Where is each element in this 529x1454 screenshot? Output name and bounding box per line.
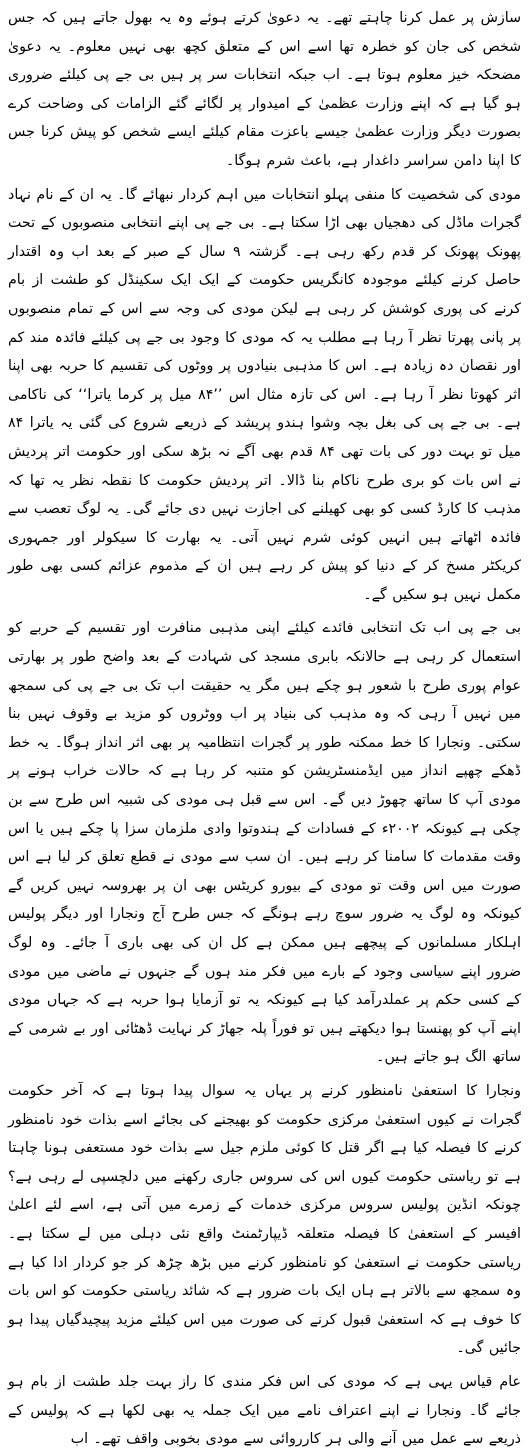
article-paragraph-2: مودی کی شخصیت کا منفی پہلو انتخابات میں اہم کردار نبھائے گا۔ یہ ان کے نام نہاد گجرات ماڈل کی دھجیاں بھی اڑا سکتا ہے۔ بی جے پی اپنے انتخابی منصوبوں کے تحت پھونک پھونک کر قدم رکھ رہی ہے۔ گزشتہ ۹ سال کے صبر کے بعد اب وہ اقتدار حاصل کرنے کیلئے موجودہ کانگریس حکومت کے ایک ایک سکینڈل کو طشت از بام کرنے کی پوری کوشش کر رہی ہے لیکن مودی کی وجہ سے اس کے تمام منصوبوں پر پانی پھرتا نظر آ رہا ہے مطلب یہ کہ مودی کا وجود بی جے پی کیلئے فائدہ مند کم اور نقصان دہ زیادہ ہے۔ اس کا مذہبی بنیادوں پر ووٹوں کی تقسیم کا حربہ بھی اپنا اثر کھوتا نظر آ رہا ہے۔ اس کی تازہ مثال اس ’’۸۴ میل پر کرما یاترا‘‘ کی ناکامی ہے۔ بی جے پی کی بغل بچہ وشوا ہندو پریشد کے ذریعے شروع کی گئی یہ یاترا ۸۴ میل تو بہت دور کی بات تھی ۸۴ قدم بھی آگے نہ بڑھ سکی اور حکومت اتر پردیش نے اس بات کو بری طرح ناکام بنا ڈالا۔ اتر پردیش حکومت کا نقطہ نظر یہ تھا کہ مذہب کا کارڈ کسی کو بھی کھیلنے کی اجازت نہیں دی جائے گی۔ یہ لوگ تعصب سے فائدہ اٹھاتے ہیں انہیں کوئی شرم نہیں آتی۔ یہ بھارت کا سیکولر اور جمہوری کریکٹر مسخ کر کے دنیا کو پیش کر رہے ہیں ان کے مذموم عزائم کسی بھی طور مکمل نہیں ہو سکیں گے۔ <box>8 186 522 603</box>
article-paragraph-4: ونجارا کا استعفیٰ نامنظور کرنے پر یہاں یہ سوال پیدا ہوتا ہے کہ آخر حکومت گجرات نے کیوں استعفیٰ مرکزی حکومت کو بھیجنے کی بجائے اسے بذات خود نامنظور کرنے کا فیصلہ کیا ہے اگر قتل کا کوئی ملزم جیل سے بذات خود مستعفی ہونا چاہتا ہے تو ریاستی حکومت کیوں اس کی سروس جاری رکھنے میں دلچسپی لے رہی ہے؟ چونکہ انڈین پولیس سروس مرکزی خدمات کے زمرے میں آتی ہے، اسے لئے اعلیٰ افیسر کے استعفیٰ کا فیصلہ متعلقہ ڈیپارٹمنٹ واقع نئی دہلی میں لے سکتا ہے۔ ریاستی حکومت نے استعفیٰ کو نامنظور کرنے میں بڑھ چڑھ کر جو کردار ادا کیا ہے وہ سمجھ سے بالاتر ہے ہاں ایک بات ضرور ہے کہ شائد ریاستی حکومت کو اس بات کا خوف ہے کہ استعفیٰ قبول کرنے کی صورت میں اس کیلئے مزید پیچیدگیاں پیدا ہو جائیں گی۔ <box>8 1082 521 1357</box>
article-paragraph-5: عام قیاس یہی ہے کہ مودی کی اس فکر مندی کا راز بہت جلد طشت از بام ہو جائے گا۔ ونجارا نے اپنے اعتراف نامے میں ایک جملہ یہ بھی لکھا ہے کہ پولیس کے ذریعے سے عمل میں آنے والی ہر کارروائی سے مودی بخوبی واقف تھے۔ اب <box>8 1373 521 1448</box>
article-paragraph-3: بی جے پی اب تک انتخابی فائدے کیلئے اپنی مذہبی منافرت اور تقسیم کے حربے کو استعمال کر رہی ہے حالانکہ بابری مسجد کی شہادت کے بعد واضح طور پر بھارتی عوام پوری طرح با شعور ہو چکے ہیں مگر یہ حقیقت اب تک بی جے پی کی سمجھ میں نہیں آ رہی کہ وہ مذہب کی بنیاد پر اب ووٹروں کو مزید بے وقوف نہیں بنا سکتی۔ ونجارا کا خط ممکنہ طور پر گجرات انتظامیہ پر بھی اثر انداز ہوگا۔ یہ خط ڈھکے چھپے انداز میں ایڈمنسٹریشن کو متنبہ کر رہا ہے کہ حالات خراب ہونے پر مودی آپ کا ساتھ چھوڑ دیں گے۔ اس سے قبل ہی مودی کی شبیہ اس طرح سے بن چکی ہے کیونکہ ۲۰۰۲ء کے فسادات کے ہندوتوا وادی ملزمان سزا پا چکے ہیں یا اس وقت مقدمات کا سامنا کر رہے ہیں۔ ان سب سے مودی نے قطع تعلق کر لیا ہے اس صورت میں اس وقت تو مودی کے بیورو کریٹس بھی ان پر بھروسہ نہیں کریں گے کیونکہ وہ لوگ یہ ضرور سوچ رہے ہونگے کہ جس طرح آج ونجارا اور دیگر پولیس اہلکار مسلمانوں کے پیچھے ہیں ممکن ہے کل ان کی بھی باری آ جائے۔ وہ لوگ ضرور اپنے سیاسی وجود کے بارے میں فکر مند ہوں گے جنہوں نے ماضی میں مودی کے کسی حکم پر عملدرآمد کیا ہے کیونکہ یہ تو آزمایا ہوا حربہ ہے کہ جہاں مودی اپنے آپ کو پھنستا ہوا دیکھتے ہیں تو فوراً پلہ جھاڑ کر نہایت ڈھٹائی اور بے شرمی کے ساتھ الگ ہو جاتے ہیں۔ <box>8 620 521 1066</box>
article-paragraph-1: سازش پر عمل کرنا چاہتے تھے۔ یہ دعویٰ کرتے ہوئے وہ یہ بھول جاتے ہیں کہ جس شخص کی جان کو خطرہ تھا اسے اس کے متعلق کچھ بھی نہیں معلوم۔ یہ دعویٰ مضحکہ خیز معلوم ہوتا ہے۔ اب جبکہ انتخابات سر پر ہیں بی جے پی کیلئے ضروری ہو گیا ہے کہ اپنے وزارت عظمیٰ کے امیدوار پر لگائے گئے الزامات کی وضاحت کرے بصورت دیگر وزارت عظمیٰ جیسے باعزت مقام کیلئے ایسے شخص کو پیش کرنا جس کا اپنا دامن سراسر داغدار ہے، باعث شرم ہوگا۔ <box>8 10 521 169</box>
